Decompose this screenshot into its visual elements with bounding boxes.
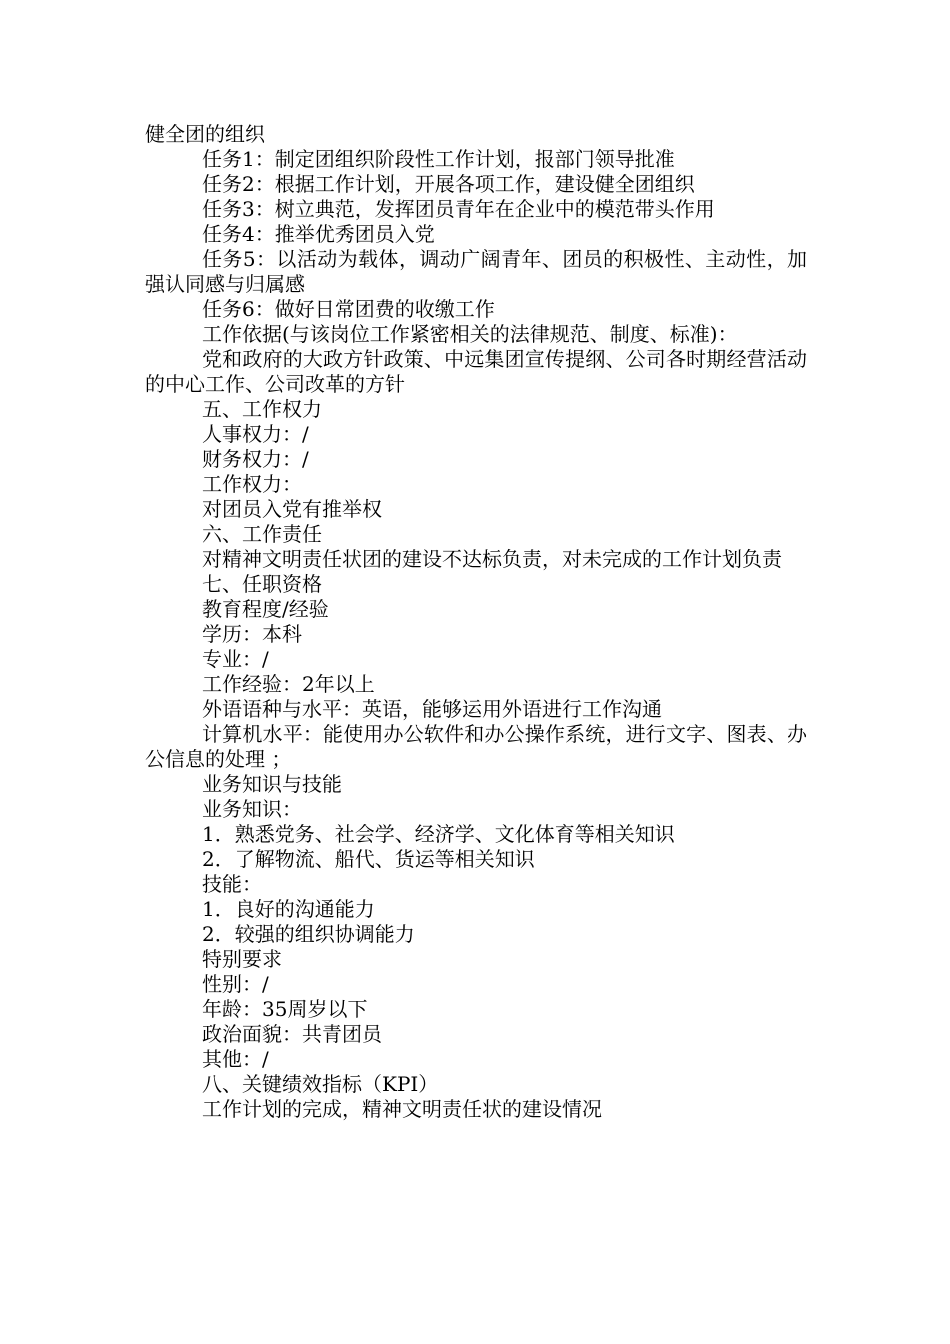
- paragraph: 专业：/: [202, 647, 269, 671]
- paragraph: 工作计划的完成，精神文明责任状的建设情况: [202, 1097, 602, 1121]
- paragraph: 八、关键绩效指标（KPI）: [202, 1072, 439, 1096]
- paragraph: 财务权力：/: [202, 447, 309, 471]
- paragraph: 任务5：以活动为载体，调动广阔青年、团员的积极性、主动性，加强认同感与归属感: [145, 247, 807, 296]
- paragraph: 技能：: [202, 872, 262, 896]
- paragraph: 1．良好的沟通能力: [202, 897, 375, 921]
- paragraph: 年龄：35周岁以下: [202, 997, 368, 1021]
- paragraph: 2．了解物流、船代、货运等相关知识: [202, 847, 535, 871]
- paragraph: 工作经验：2年以上: [202, 672, 375, 696]
- paragraph: 其他：/: [202, 1047, 269, 1071]
- paragraph: 外语语种与水平：英语，能够运用外语进行工作沟通: [202, 697, 662, 721]
- paragraph: 六、工作责任: [202, 522, 322, 546]
- paragraph: 计算机水平：能使用办公软件和办公操作系统，进行文字、图表、办公信息的处理 ；: [145, 722, 807, 771]
- paragraph: 健全团的组织: [145, 122, 265, 146]
- paragraph: 任务4：推举优秀团员入党: [202, 222, 435, 246]
- paragraph: 任务2：根据工作计划，开展各项工作，建设健全团组织: [202, 172, 695, 196]
- paragraph: 1．熟悉党务、社会学、经济学、文化体育等相关知识: [202, 822, 675, 846]
- paragraph: 任务6：做好日常团费的收缴工作: [202, 297, 495, 321]
- paragraph: 业务知识：: [202, 797, 302, 821]
- paragraph: 党和政府的大政方针政策、中远集团宣传提纲、公司各时期经营活动的中心工作、公司改革的方针: [145, 347, 807, 396]
- paragraph: 对精神文明责任状团的建设不达标负责，对未完成的工作计划负责: [202, 547, 782, 571]
- paragraph: 五、工作权力: [202, 397, 322, 421]
- paragraph: 七、任职资格: [202, 572, 322, 596]
- document-body: [145, 122, 807, 1122]
- paragraph: 2．较强的组织协调能力: [202, 922, 415, 946]
- paragraph: 任务1：制定团组织阶段性工作计划，报部门领导批准: [202, 147, 675, 171]
- paragraph: 性别：/: [202, 972, 269, 996]
- paragraph: 人事权力：/: [202, 422, 309, 446]
- paragraph: 特别要求: [202, 947, 282, 971]
- paragraph: 任务3：树立典范，发挥团员青年在企业中的模范带头作用: [202, 197, 715, 221]
- paragraph: 对团员入党有推举权: [202, 497, 382, 521]
- paragraph: 业务知识与技能: [202, 772, 342, 796]
- paragraph: 工作权力：: [202, 472, 302, 496]
- paragraph: 学历：本科: [202, 622, 302, 646]
- paragraph: 政治面貌：共青团员: [202, 1022, 382, 1046]
- paragraph: 工作依据(与该岗位工作紧密相关的法律规范、制度、标准)：: [202, 322, 738, 346]
- paragraph: 教育程度/经验: [202, 597, 329, 621]
